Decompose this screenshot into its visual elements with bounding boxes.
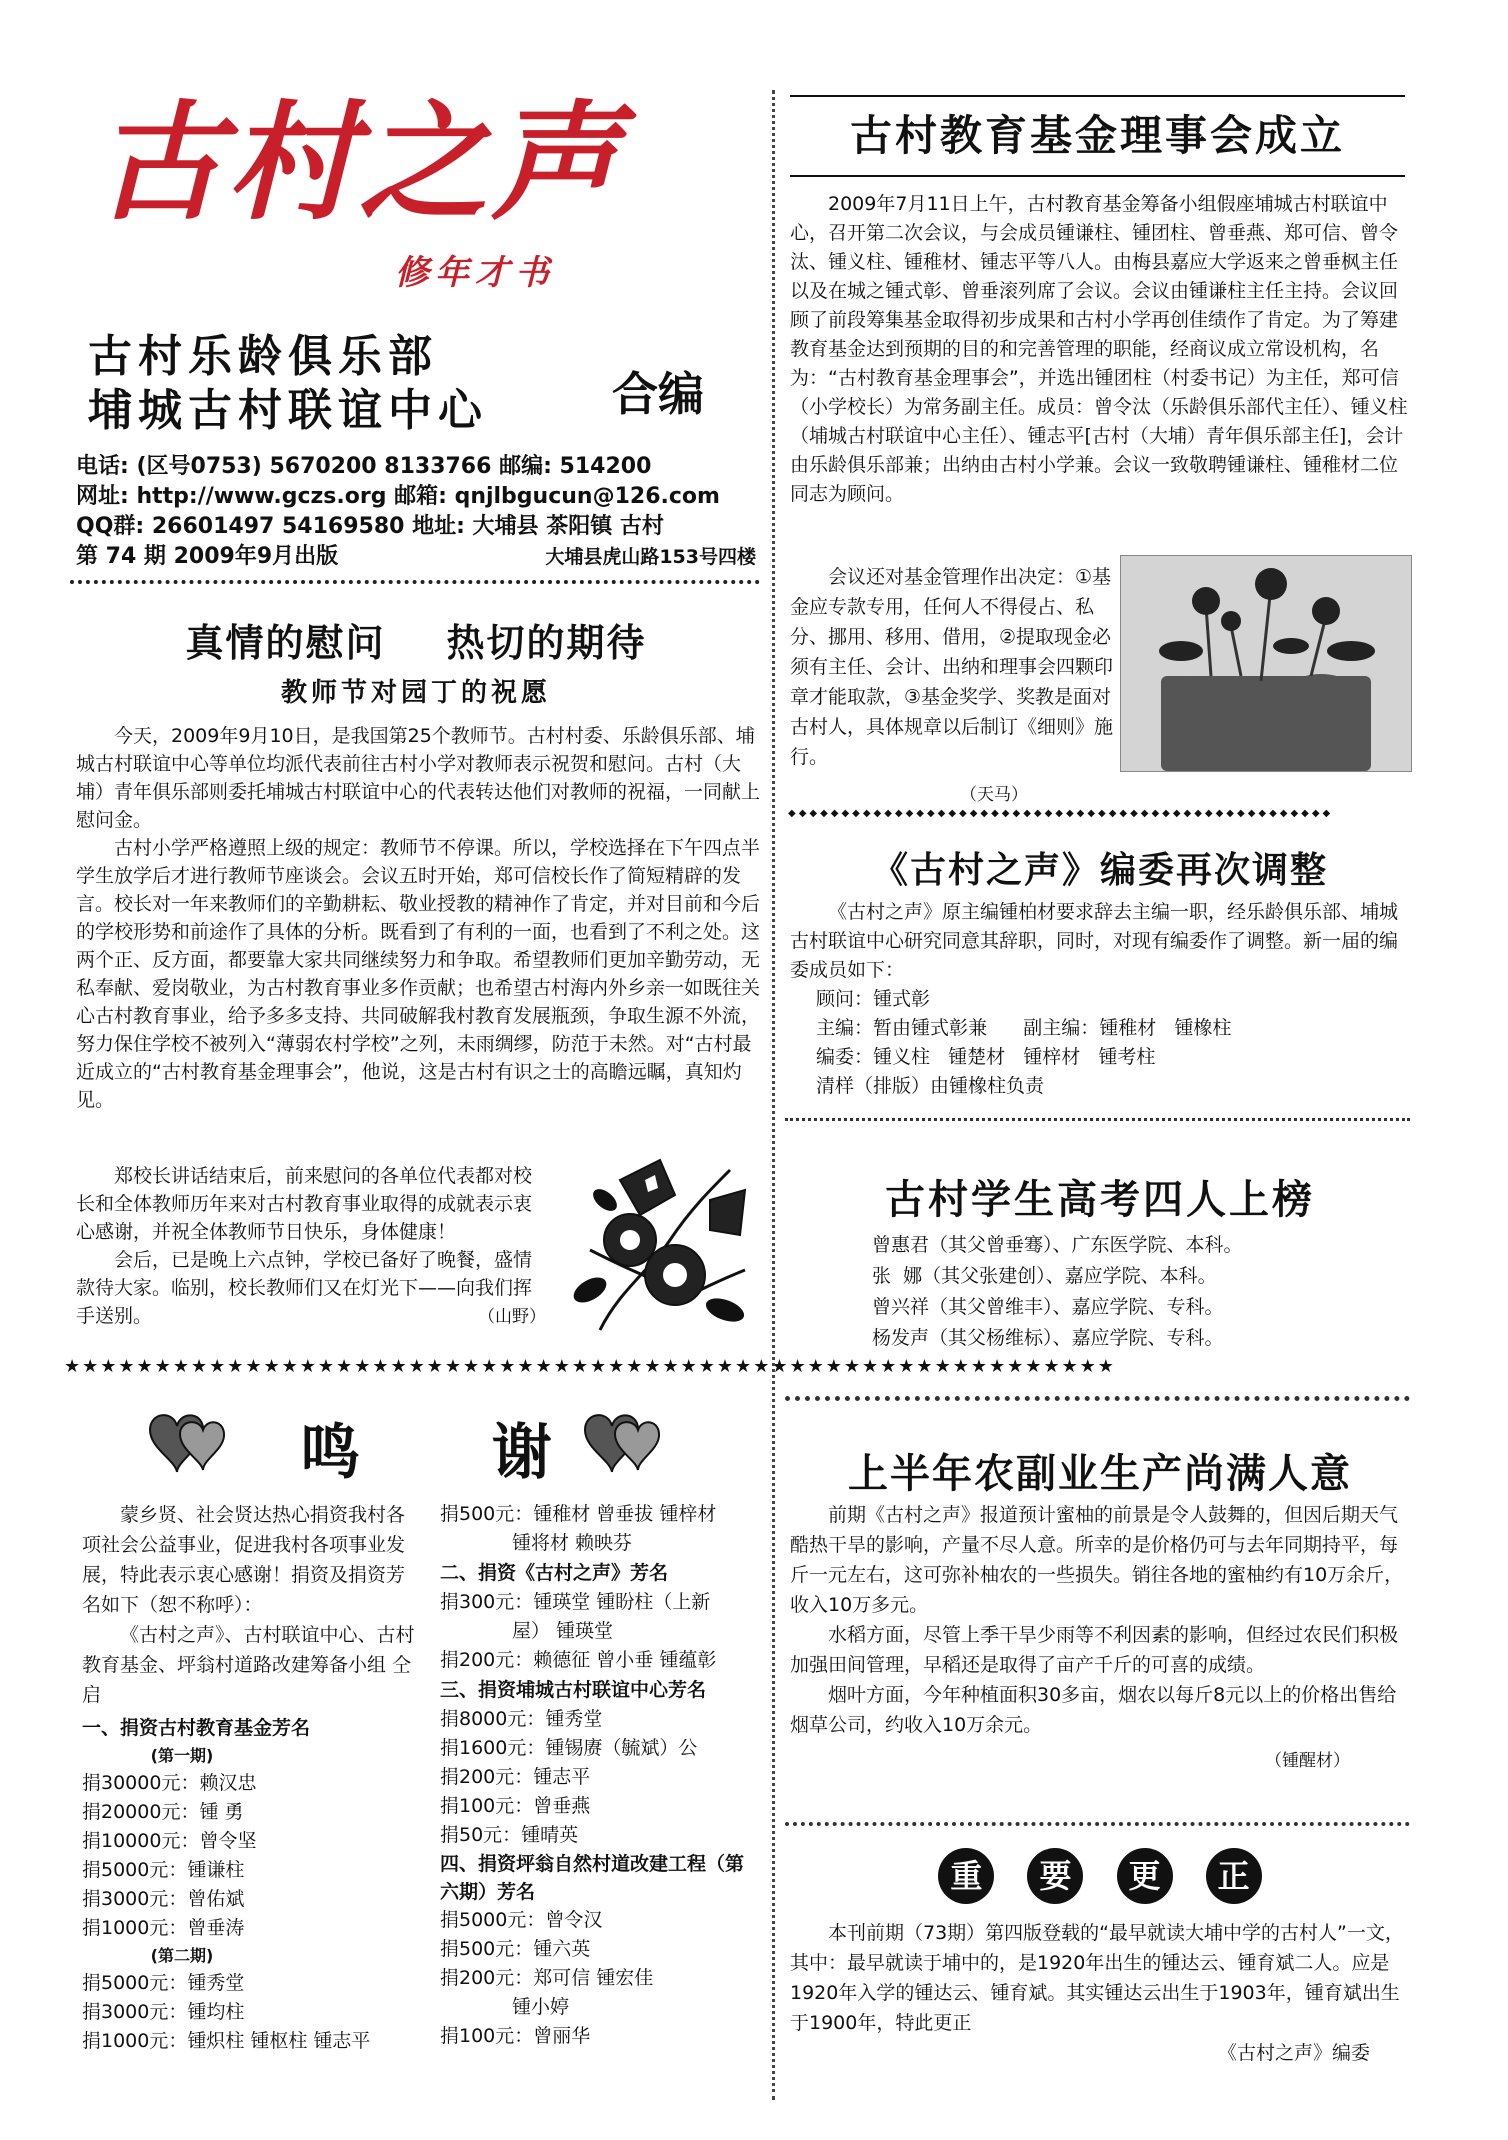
contact-block xyxy=(76,452,756,572)
teachers-paragraph-2: 古村小学严格遵照上级的规定：教师节不停课。所以，学校选择在下午四点半学生放学后才进行教师节座谈会。会议五时开始，郑可信校长作了简短精辟的发言。校长对一年来教师们的辛勤耕耘、敬业授教的精神作了肯定，并对目前和今后的学校形势和前途作了具体的分析。既看到了有利的一面，也看到了不利之处。这两个正、反方面，都要靠大家共同继续努力和争取。希望教师们更加辛勤劳动，无私奉献、爱岗敬业，为古村教育事业多作贡献；也希望古村海内外乡亲一如既往关心古村教育事业，给予多多支持、共同破解我村教育发展瓶颈，争取生源不外流，努力保住学校不被列入“薄弱农村学校”之列，未雨绸缪，防范于未然。对“古村最近成立的“古村教育基金理事会”，他说，这是古村有识之士的高瞻远瞩，真知灼见。 xyxy=(76,837,761,1111)
farm-body xyxy=(790,1500,1410,1771)
exam-line: 曾惠君（其父曾垂骞）、广东医学院、本科。 xyxy=(872,1234,1243,1256)
thanks-title: 鸣 谢 xyxy=(300,1418,582,1488)
donation-item: 捐3000元：锺均柱 xyxy=(82,2001,245,2023)
farm-title: 上半年农副业生产尚满人意 xyxy=(848,1451,1352,1497)
exam-list xyxy=(872,1230,1402,1354)
teachers-subtitle: 教师节对园丁的祝愿 xyxy=(280,678,551,708)
teachers-paragraph-4: 会后，已是晚上六点钟，学校已备好了晚餐，盛情款待大家。临别，校长教师们又在灯光下——向我们挥手送别。 xyxy=(76,1249,533,1327)
editor-line: 顾问：锺式彰 xyxy=(816,988,931,1010)
fund-author: （天马） xyxy=(960,785,1028,805)
thanks-column-2 xyxy=(440,1500,760,2051)
publisher-line-1: 古村乐龄俱乐部 xyxy=(88,331,438,382)
exam-line: 杨发声（其父杨维标）、嘉应学院、专科。 xyxy=(872,1327,1224,1349)
donation-item: 捐1000元：曾垂涛 xyxy=(82,1917,245,1939)
donation-item: 捐200元：赖德征 曾小垂 锺蕴彰 xyxy=(440,1649,717,1671)
teachers-body xyxy=(76,722,762,1114)
thanks-column-1 xyxy=(82,1500,422,2056)
fund-title-box xyxy=(790,95,1405,177)
contact-line-1: 电话: (区号0753) 5670200 8133766 邮编: 514200 xyxy=(76,454,652,479)
fund-title: 古村教育基金理事会成立 xyxy=(849,111,1345,160)
fund-paragraph-1: 2009年7月11日上午，古村教育基金筹备小组假座埔城古村联谊中心，召开第二次会议，与会成员锺谦柱、锺团柱、曾垂燕、郑可信、曾令汰、锺义柱、锺稚材、锺志平等八人。由梅县嘉应大学返来之曾垂枫主任以及在城之锺式彰、曾垂滚列席了会议。会议由锺谦柱主任主持。会议回顾了前段筹集基金取得初步成果和古村小学再创佳绩作了肯定。为了筹建教育基金达到预期的目的和完善管理的职能，经商议成立常设机构，名为：“古村教育基金理事会”，并选出锺团柱（村委书记）为主任，郑可信（小学校长）为常务副主任。成员：曾令汰（乐龄俱乐部代主任）、锺义柱（埔城古村联谊中心主任）、锺志平[古村（大埔）青年俱乐部主任]，会计由乐龄俱乐部兼；出纳由古村小学兼。会议一致敬聘锺谦柱、锺稚材二位同志为顾问。 xyxy=(790,193,1408,505)
diamond-divider: ◆◆◆◆◆◆◆◆◆◆◆◆◆◆◆◆◆◆◆◆◆◆◆◆◆◆◆◆◆◆◆◆◆◆◆◆◆◆◆◆◆◆◆◆◆◆◆◆◆◆◆ xyxy=(788,808,1334,819)
exam-title: 古村学生高考四人上榜 xyxy=(885,1177,1315,1223)
sec4-title: 四、捐资坪翁自然村道改建工程（第六期）芳名 xyxy=(440,1853,745,1903)
calligrapher-signature: 修年才书 xyxy=(395,253,555,293)
sec1-period1: (第一期) xyxy=(150,1746,214,1765)
donation-item: 锺小婷 xyxy=(512,1996,570,2018)
donation-item: 捐8000元：锺秀堂 xyxy=(440,1708,603,1730)
farm-paragraph-1: 前期《古村之声》报道预计蜜柚的前景是令人鼓舞的，但因后期天气酷热干旱的影响，产量不尽人意。所幸的是价格仍可与去年同期持平，每斤一元左右，这可弥补柚农的一些损失。销往各地的蜜柚约有10万余斤，收入10万多元。 xyxy=(790,1504,1404,1616)
editor-line: 编委：锺义柱 锺楚材 锺梓材 锺考柱 xyxy=(816,1046,1156,1068)
donation-item: 捐5000元：锺谦柱 xyxy=(82,1859,245,1881)
donation-item: 捐50元：锺晴英 xyxy=(440,1824,579,1846)
contact-line-3: QQ群: 26601497 54169580 地址: 大埔县 茶阳镇 古村 xyxy=(76,514,664,539)
farm-paragraph-3: 烟叶方面，今年种植面积30多亩，烟农以每斤8元以上的价格出售给烟草公司，约收入10万余元。 xyxy=(790,1684,1397,1736)
correction-char: 重 xyxy=(938,1848,994,1904)
sec1-period2: (第二期) xyxy=(150,1946,214,1965)
teachers-title: 真情的慰问 热切的期待 xyxy=(185,621,647,665)
correction-body xyxy=(790,1918,1410,2068)
editor-line: 主编：暂由锺式彰兼 副主编：锺稚材 锺橡柱 xyxy=(816,1017,1232,1039)
thanks-intro: 蒙乡贤、社会贤达热心捐资我村各项社会公益事业，促进我村各项事业发展，特此表示衷心感谢！捐资及捐资芳名如下（恕不称呼）： xyxy=(82,1504,406,1616)
donation-item: 屋） 锺瑛堂 xyxy=(512,1620,614,1642)
farm-paragraph-2: 水稻方面，尽管上季干旱少雨等不利因素的影响，但经过农民们积极加强田间管理，早稻还是取得了亩产千斤的可喜的成绩。 xyxy=(790,1624,1399,1676)
teachers-author: （山野） xyxy=(478,1307,546,1327)
donation-item: 捐200元：锺志平 xyxy=(440,1766,591,1788)
donation-item: 捐30000元：赖汉忠 xyxy=(82,1772,257,1794)
exam-divider xyxy=(785,1396,1410,1401)
editors-body xyxy=(790,898,1410,1101)
masthead-title: 古村之声 xyxy=(95,88,624,238)
donation-item: 捐3000元：曾佑斌 xyxy=(82,1888,245,1910)
correction-signature: 《古村之声》编委 xyxy=(1217,2042,1370,2064)
sec1-title: 一、捐资古村教育基金芳名 xyxy=(82,1717,311,1739)
farm-author: （锺醒材） xyxy=(1265,1751,1350,1771)
teachers-paragraph-1: 今天，2009年9月10日，是我国第25个教师节。古村村委、乐龄俱乐部、埔城古村联谊中心等单位均派代表前往古村小学对教师表示祝贺和慰问。古村（大埔）青年俱乐部则委托埔城古村联谊中心的代表转达他们对教师的祝福，一同献上慰问金。 xyxy=(76,725,761,831)
editors-title: 《古村之声》编委再次调整 xyxy=(871,850,1328,891)
donation-item: 捐1000元：锺炽柱 锺枢柱 锺志平 xyxy=(82,2030,371,2052)
star-divider: ★★★★★★★★★★★★★★★★★★★★★★★★★★★★★★★★★★★★★★★★★★★★★★★★★★★★★★★★★★ xyxy=(64,1356,1116,1377)
editors-divider xyxy=(785,1118,1410,1121)
publisher-line-2: 埔城古村联谊中心 xyxy=(88,385,488,436)
fund-body-lower xyxy=(790,562,1115,772)
donation-item: 捐200元：郑可信 锺宏佳 xyxy=(440,1967,654,1989)
flower-photo xyxy=(1120,555,1412,772)
donation-item: 锺将材 赖映芬 xyxy=(512,1532,633,1554)
correction-text: 本刊前期（73期）第四版登载的“最早就读大埔中学的古村人”一文，其中：最早就读于埔中的，是1920年出生的锺达云、锺育斌二人。应是1920年入学的锺达云、锺育斌。其实锺达云出生于1903年，锺育斌出生于1900年，特此更正 xyxy=(790,1922,1404,2034)
farm-divider xyxy=(785,1822,1410,1826)
correction-char: 正 xyxy=(1206,1848,1262,1904)
masthead-rule xyxy=(70,580,760,584)
correction-heading xyxy=(790,1848,1410,1904)
fund-body xyxy=(790,190,1410,509)
heart-icon-left xyxy=(125,1400,245,1484)
column-separator xyxy=(772,90,775,2100)
teachers-body-lower xyxy=(76,1162,546,1327)
address-line: 大埔县虎山路153号四楼 xyxy=(545,546,756,568)
issue-line: 第 74 期 2009年9月出版 xyxy=(76,544,339,569)
publisher-suffix: 合编 xyxy=(612,367,704,421)
teachers-paragraph-3: 郑校长讲话结束后，前来慰问的各单位代表都对校长和全体教师历年来对古村教育事业取得的成就表示衷心感谢，并祝全体教师节日快乐，身体健康！ xyxy=(76,1165,533,1243)
donation-item: 捐500元：锺稚材 曾垂拔 锺梓材 xyxy=(440,1503,717,1525)
donation-item: 捐5000元：曾令汉 xyxy=(440,1909,603,1931)
donation-item: 捐100元：曾垂燕 xyxy=(440,1795,591,1817)
donation-item: 捐20000元：锺 勇 xyxy=(82,1801,244,1823)
thanks-orgs: 《古村之声》、古村联谊中心、古村教育基金、坪翁村道路改建筹备小组 仝启 xyxy=(82,1624,415,1706)
heart-icon-right xyxy=(560,1400,680,1484)
exam-line: 曾兴祥（其父曾维丰）、嘉应学院、专科。 xyxy=(872,1296,1224,1318)
exam-line: 张 娜（其父张建创）、嘉应学院、本科。 xyxy=(872,1265,1217,1287)
editor-line: 清样（排版）由锺橡柱负责 xyxy=(816,1075,1045,1097)
donation-item: 捐100元：曾丽华 xyxy=(440,2025,591,2047)
sec2-title: 二、捐资《古村之声》芳名 xyxy=(440,1562,669,1584)
donation-item: 捐1600元：锺锡赓（毓斌）公 xyxy=(440,1737,698,1759)
fund-paragraph-2: 会议还对基金管理作出决定：①基金应专款专用，任何人不得侵占、私分、挪用、移用、借用，②提取现金必须有主任、会计、出纳和理事会四颗印章才能取款，③基金奖学、奖教是面对古村人，具体规章以后制订《细则》施行。 xyxy=(790,566,1114,768)
donation-item: 捐500元：锺六英 xyxy=(440,1938,591,1960)
donation-item: 捐10000元：曾令坚 xyxy=(82,1830,257,1852)
donation-item: 捐5000元：锺秀堂 xyxy=(82,1972,245,1994)
correction-char: 更 xyxy=(1117,1848,1173,1904)
editors-paragraph-1: 《古村之声》原主编锺柏材要求辞去主编一职，经乐龄俱乐部、埔城古村联谊中心研究同意其辞职，同时，对现有编委作了调整。新一届的编委成员如下： xyxy=(790,901,1399,981)
flower-illustration xyxy=(560,1140,760,1340)
contact-line-2: 网址: http://www.gczs.org 邮箱: qnjlbgucun@126.com xyxy=(76,484,720,509)
sec3-title: 三、捐资埔城古村联谊中心芳名 xyxy=(440,1679,707,1701)
correction-char: 要 xyxy=(1027,1848,1083,1904)
donation-item: 捐300元：锺瑛堂 锺盼柱（上新 xyxy=(440,1591,711,1613)
